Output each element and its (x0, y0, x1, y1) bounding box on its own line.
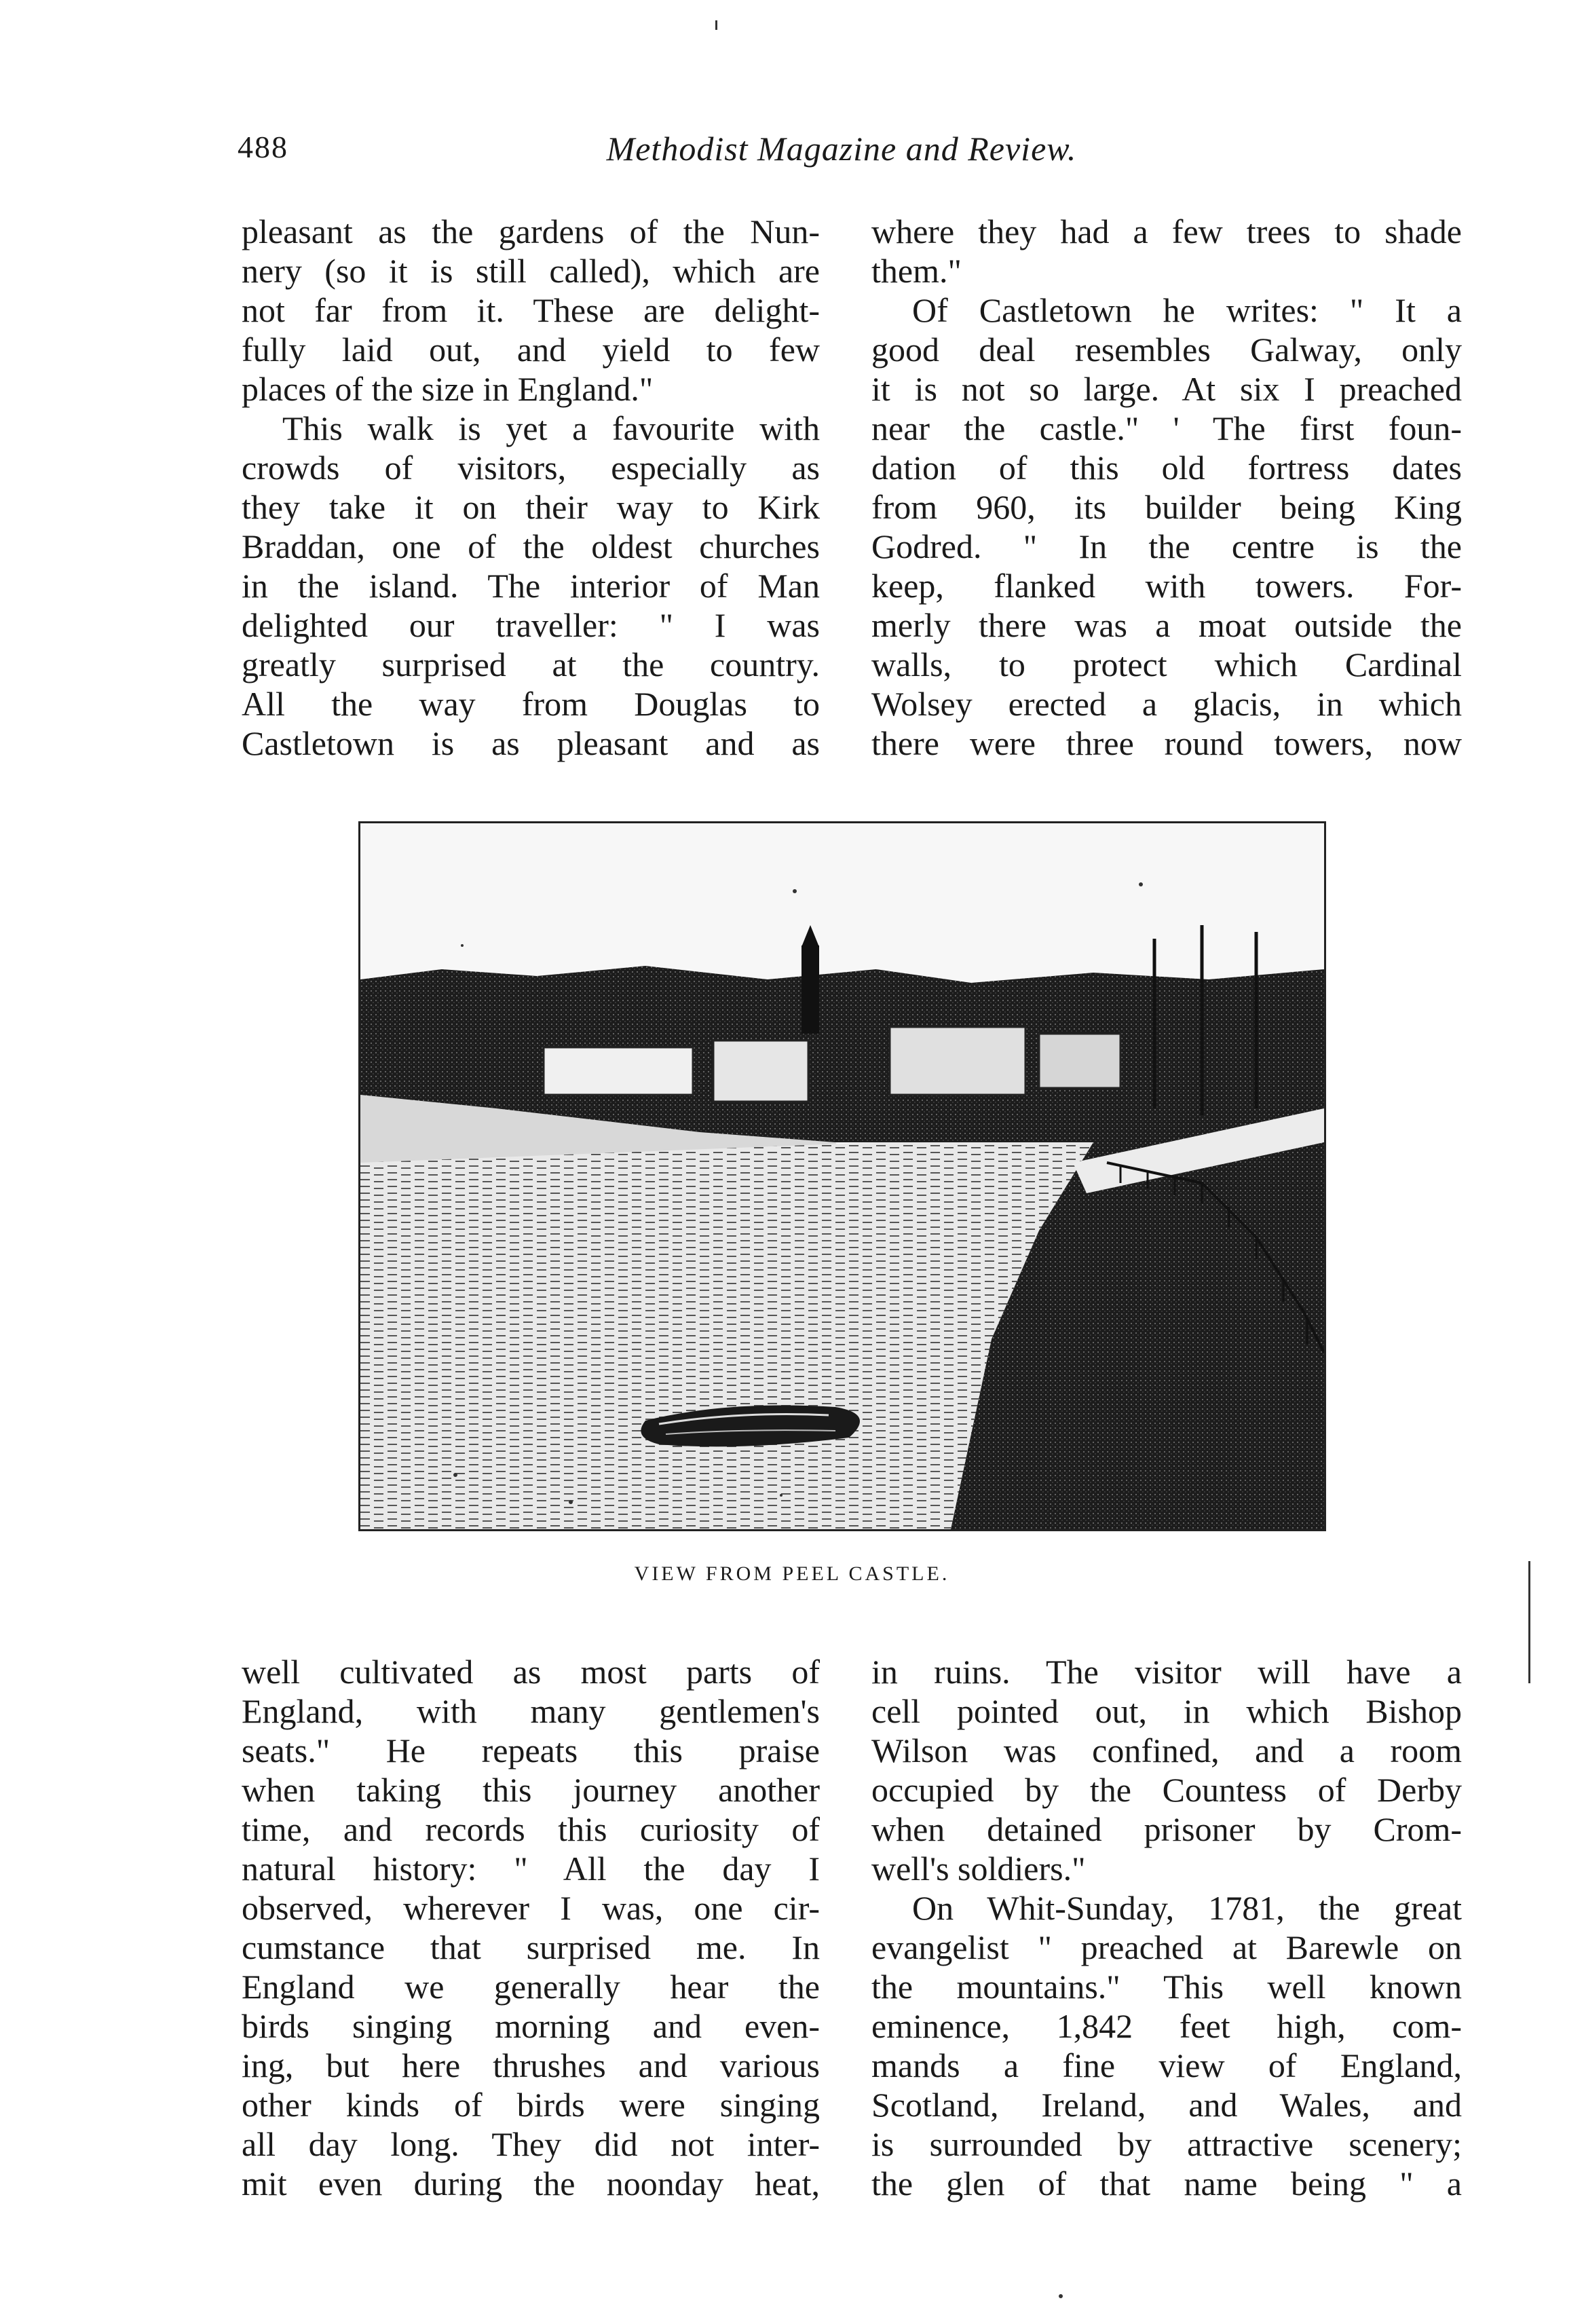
text-line: places of the size in England." (242, 370, 654, 408)
text-line: observed, wherever I was, one cir- (242, 1889, 820, 1927)
text-line: in ruins. The visitor will have a (871, 1653, 1462, 1691)
print-mark (1059, 2294, 1063, 2298)
text-line: all day long. They did not inter- (242, 2125, 820, 2163)
text-column-bottom-left (242, 1652, 820, 2203)
text-line: they take it on their way to Kirk (242, 488, 820, 526)
text-line: other kinds of birds were singing (242, 2086, 820, 2124)
text-line: England we generally hear the (242, 1968, 820, 2006)
text-column-top-left (242, 212, 820, 763)
text-line: greatly surprised at the country. (242, 645, 820, 683)
page-number: 488 (238, 130, 288, 164)
text-line: Of Castletown he writes: " It a (912, 291, 1462, 329)
text-line: evangelist " preached at Barewle on (871, 1928, 1462, 1966)
text-line: birds singing morning and even- (242, 2007, 820, 2045)
text-line: occupied by the Countess of Derby (871, 1771, 1462, 1809)
text-line: the glen of that name being " a (871, 2164, 1462, 2203)
text-line: well's soldiers." (871, 1850, 1086, 1888)
text-line: it is not so large. At six I preached (871, 370, 1462, 408)
text-line: nery (so it is still called), which are (242, 252, 820, 290)
text-line: when taking this journey another (242, 1771, 820, 1809)
text-line: in the island. The interior of Man (242, 567, 820, 605)
text-line: ing, but here thrushes and various (242, 2046, 820, 2084)
text-line: cell pointed out, in which Bishop (871, 1692, 1462, 1730)
text-line: good deal resembles Galway, only (871, 331, 1462, 369)
text-line: from 960, its builder being King (871, 488, 1462, 526)
print-mark (1528, 1561, 1530, 1683)
text-line: On Whit-Sunday, 1781, the great (912, 1889, 1462, 1927)
print-mark (715, 20, 717, 30)
harbour-illustration (360, 823, 1324, 1529)
text-line: delighted our traveller: " I was (242, 606, 820, 644)
text-line: eminence, 1,842 feet high, com- (871, 2007, 1462, 2045)
text-line: is surrounded by attractive scenery; (871, 2125, 1462, 2163)
text-line: where they had a few trees to shade (871, 212, 1462, 250)
harbour-engraving (358, 821, 1326, 1531)
text-line: All the way from Douglas to (242, 685, 820, 723)
text-line: merly there was a moat outside the (871, 606, 1462, 644)
text-line: mands a fine view of England, (871, 2046, 1462, 2084)
running-head (238, 129, 1446, 176)
text-line: dation of this old fortress dates (871, 449, 1462, 487)
text-line: pleasant as the gardens of the Nun- (242, 212, 820, 250)
text-line: cumstance that surprised me. In (242, 1928, 820, 1966)
text-line: the mountains." This well known (871, 1968, 1462, 2006)
text-line: walls, to protect which Cardinal (871, 645, 1462, 683)
text-line: crowds of visitors, especially as (242, 449, 820, 487)
text-line: England, with many gentlemen's (242, 1692, 820, 1730)
text-line: Castletown is as pleasant and as (242, 724, 820, 762)
text-line: near the castle." ' The first foun- (871, 409, 1462, 447)
text-line: there were three round towers, now (871, 724, 1462, 762)
running-title: Methodist Magazine and Review. (606, 130, 1077, 168)
text-line: mit even during the noonday heat, (242, 2164, 820, 2203)
text-line: Braddan, one of the oldest churches (242, 527, 820, 565)
text-line: Wolsey erected a glacis, in which (871, 685, 1462, 723)
text-line: seats." He repeats this praise (242, 1731, 820, 1769)
text-line: them." (871, 252, 962, 290)
text-line: keep, flanked with towers. For- (871, 567, 1462, 605)
figure-caption: VIEW FROM PEEL CASTLE. (634, 1562, 950, 1585)
text-line: time, and records this curiosity of (242, 1810, 820, 1848)
text-line: Scotland, Ireland, and Wales, and (871, 2086, 1462, 2124)
text-line: fully laid out, and yield to few (242, 331, 820, 369)
text-line: This walk is yet a favourite with (282, 409, 820, 447)
text-column-bottom-right (871, 1652, 1462, 2203)
text-line: Godred. " In the centre is the (871, 527, 1462, 565)
text-line: natural history: " All the day I (242, 1850, 820, 1888)
text-line: well cultivated as most parts of (242, 1653, 820, 1691)
text-line: when detained prisoner by Crom- (871, 1810, 1462, 1848)
text-line: Wilson was confined, and a room (871, 1731, 1462, 1769)
text-line: not far from it. These are delight- (242, 291, 820, 329)
text-column-top-right (871, 212, 1462, 763)
